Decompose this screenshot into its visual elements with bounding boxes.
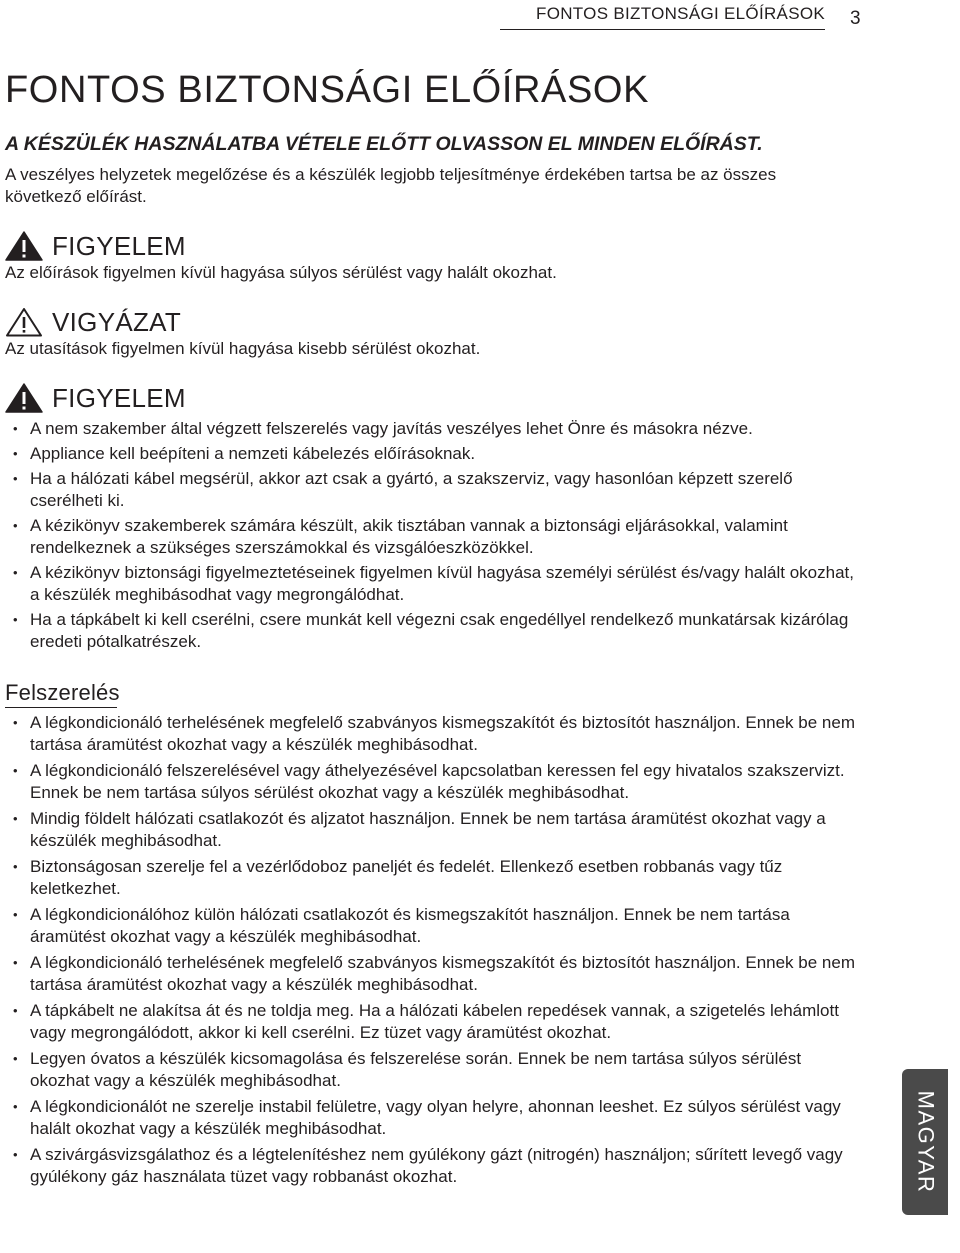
list-item: • A légkondicionáló terhelésének megfelelő szabványos kismegszakítót és biztosítót használjon. Ennek be nem tartása áramütést okozhat vagy a készülék meghibásodhat. xyxy=(5,952,857,996)
list-item: • A nem szakember által végzett felszerelés vagy javítás veszélyes lehet Önre és másokra nézve. xyxy=(5,418,857,440)
warning-filled-icon xyxy=(5,231,43,261)
list-item: • Legyen óvatos a készülék kicsomagolása és felszerelése során. Ennek be nem tartása súlyos sérülést okozhat vagy a készülék meghibásodhat. xyxy=(5,1048,857,1092)
intro-text: A veszélyes helyzetek megelőzése és a készülék legjobb teljesítménye érdekében tartsa be az összes következő előírást. xyxy=(5,165,777,206)
list-item: • A tápkábelt ne alakítsa át és ne toldja meg. Ha a hálózati kábelen repedések vannak, a szigetelés lehámlott vagy megrongálódott, akkor ki kell cserélni. Ez tüzet vagy áramütést okozhat. xyxy=(5,1000,857,1044)
warning-label-2: FIGYELEM xyxy=(52,383,186,413)
warning-heading-2 xyxy=(5,382,857,414)
list-item: • Mindig földelt hálózati csatlakozót és aljzatot használjon. Ennek be nem tartása áramütést okozhat vagy a készülék meghibásodhat. xyxy=(5,808,857,852)
list-item: • Appliance kell beépíteni a nemzeti kábelezés előírásoknak. xyxy=(5,443,857,465)
list-item: • A szivárgásvizsgálathoz és a légtelenítéshez nem gyúlékony gázt (nitrogén) használjon; sűrített levegő vagy gyúlékony gáz használata tüzet vagy robbanást okozhat. xyxy=(5,1144,857,1188)
warning-heading xyxy=(5,230,857,262)
list-item: • A kézikönyv szakemberek számára készült, akik tisztában vannak a biztonsági eljárásokkal, valamint rendelkeznek a szükséges szerszámokkal és vizsgálóeszközökkel. xyxy=(5,515,857,559)
page-number: 3 xyxy=(850,8,861,29)
caution-text: Az utasítások figyelmen kívül hagyása kisebb sérülést okozhat. xyxy=(5,339,481,358)
warning-filled-icon xyxy=(5,383,43,413)
caution-heading xyxy=(5,306,857,338)
warning-list xyxy=(5,418,857,653)
list-item: • Biztonságosan szerelje fel a vezérlődoboz paneljét és fedelét. Ellenkező esetben robbanás vagy tűz keletkezhet. xyxy=(5,856,857,900)
list-item: • A kézikönyv biztonsági figyelmeztetéseinek figyelmen kívül hagyása személyi sérülést és/vagy halált okozhat, a készülék meghibásodhat vagy megrongálódhat. xyxy=(5,562,857,606)
language-tab-label: MAGYAR xyxy=(913,1090,938,1194)
caution-label: VIGYÁZAT xyxy=(52,307,182,337)
language-tab xyxy=(902,1069,948,1215)
caution-outline-icon xyxy=(5,307,43,337)
installation-list xyxy=(5,712,857,1188)
subtitle: A KÉSZÜLÉK HASZNÁLATBA VÉTELE ELŐTT OLVASSON EL MINDEN ELŐÍRÁST. xyxy=(5,133,763,155)
page-content xyxy=(5,64,857,1188)
installation-heading: Felszerelés xyxy=(5,679,117,708)
warning-text: Az előírások figyelmen kívül hagyása súlyos sérülést vagy halált okozhat. xyxy=(5,263,557,282)
list-item: • A légkondicionálóhoz külön hálózati csatlakozót és kismegszakítót használjon. Ennek be nem tartása áramütést okozhat vagy a készülék meghibásodhat. xyxy=(5,904,857,948)
list-item: • Ha a hálózati kábel megsérül, akkor azt csak a gyártó, a szakszerviz, vagy hasonlóan képzett szerelő cserélheti ki. xyxy=(5,468,857,512)
running-header: FONTOS BIZTONSÁGI ELŐÍRÁSOK xyxy=(500,2,825,30)
list-item: • A légkondicionáló terhelésének megfelelő szabványos kismegszakítót és biztosítót használjon. Ennek be nem tartása áramütést okozhat vagy a készülék meghibásodhat. xyxy=(5,712,857,756)
list-item: • Ha a tápkábelt ki kell cserélni, csere munkát kell végezni csak engedéllyel rendelkező munkatársak kizárólag eredeti pótalkatrészek. xyxy=(5,609,857,653)
list-item: • A légkondicionáló felszerelésével vagy áthelyezésével kapcsolatban keressen fel egy hivatalos szakszervizt. Ennek be nem tartása súlyos sérülést okozhat vagy a készülék meghibásodhat. xyxy=(5,760,857,804)
page-title: FONTOS BIZTONSÁGI ELŐÍRÁSOK xyxy=(5,69,650,111)
list-item: • A légkondicionálót ne szerelje instabil felületre, vagy olyan helyre, ahonnan leeshet. Ez súlyos sérülést vagy halált okozhat vagy a készülék meghibásodhat. xyxy=(5,1096,857,1140)
warning-label: FIGYELEM xyxy=(52,231,186,261)
